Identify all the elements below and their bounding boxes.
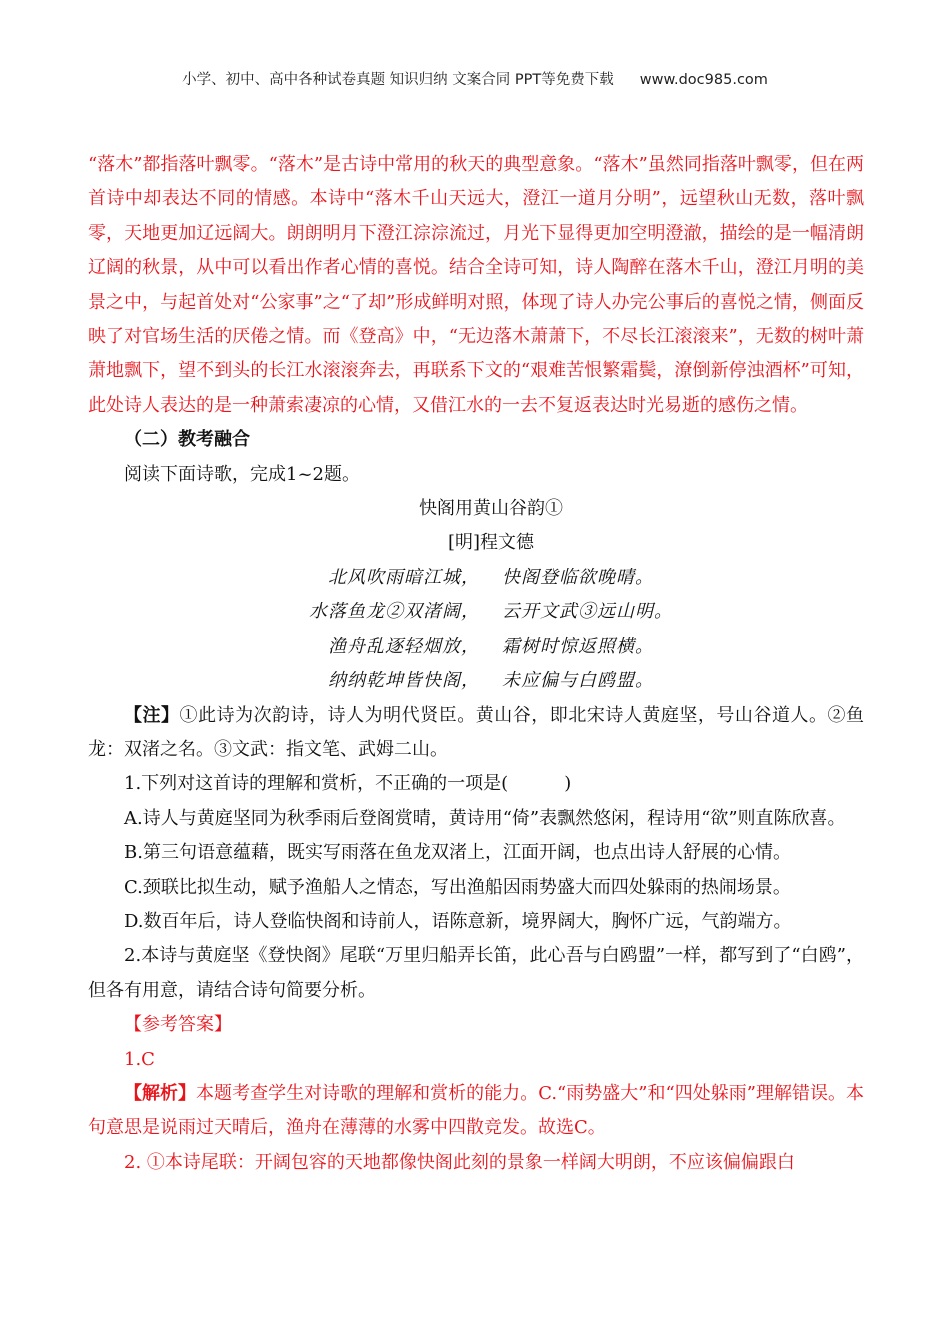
question-1-text: 1.下列对这首诗的理解和赏析，不正确的一项是(: [124, 773, 509, 795]
analysis-paragraph: “落木”都指落叶飘零。“落木”是古诗中常用的秋天的典型意象。“落木”虽然同指落叶飘零，但在两首诗中却表达不同的情感。本诗中“落木千山天远大，澄江一道月分明”，远望秋山无数，落叶飘零，天地更加辽远阔大。朗朗明月下澄江淙淙流过，月光下显得更加空明澄澈，描绘的是一幅清朗辽阔的秋景，从中可以看出作者心情的喜悦。结合全诗可知，诗人陶醉在落木千山，澄江月明的美景之中，与起首处对“公家事”之“了却”形成鲜明对照，体现了诗人办完公事后的喜悦之情，侧面反映了对官场生活的厌倦之情。而《登高》中，“无边落木萧萧下，不尽长江滚滚来”，无数的树叶萧萧地飘下，望不到头的长江水滚滚奔去，再联系下文的“艰难苦恨繁霜鬓，潦倒新停浊酒杯”可知，此处诗人表达的是一种萧索凄凉的心情，又借江水的一去不复返表达时光易逝的感伤之情。: [88, 154, 864, 416]
answer-heading: 【参考答案】: [124, 1014, 232, 1036]
poem-half-line: 霜树时惊返照横。: [502, 635, 654, 657]
poem-half-line: 水落鱼龙②双渚阔，: [309, 601, 480, 623]
answer-1: 1.C: [124, 1048, 155, 1070]
answer-2: 2. ①本诗尾联：开阔包容的天地都像快阁此刻的景象一样阔大明朗，不应该偏偏跟白: [124, 1151, 795, 1173]
document-body: [88, 148, 864, 1180]
poem-line: [88, 595, 864, 629]
explanation: [88, 1077, 864, 1146]
poem-author: [明]程文德: [447, 532, 535, 554]
poem-line: [88, 630, 864, 664]
poem-notes: [88, 699, 864, 768]
option-d: D.数百年后，诗人登临快阁和诗前人，语陈意新，境界阔大，胸怀广远，气韵端方。: [124, 910, 792, 932]
poem-half-line: 渔舟乱逐轻烟放，: [328, 635, 480, 657]
poem-half-line: 云开文武③远山明。: [502, 601, 673, 623]
poem-body: [88, 561, 864, 699]
poem-line: [88, 561, 864, 595]
poem-title: 快阁用黄山谷韵①: [419, 498, 563, 520]
explanation-text: 本题考查学生对诗歌的理解和赏析的能力。C.“雨势盛大”和“四处躲雨”理解错误。本句意思是说雨过天晴后，渔舟在薄薄的水雾中四散竞发。故选C。: [88, 1082, 865, 1139]
poem-half-line: 快阁登临欲晚晴。: [502, 566, 654, 588]
option-a: A.诗人与黄庭坚同为秋季雨后登阁赏晴，黄诗用“倚”表飘然悠闲，程诗用“欲”则直陈欣喜。: [124, 807, 846, 829]
instruction-text: 阅读下面诗歌，完成1~2题。: [124, 463, 360, 485]
question-1-close: ): [564, 773, 572, 795]
option-b: B.第三句语意蕴藉，既实写雨落在鱼龙双渚上，江面开阔，也点出诗人舒展的心情。: [124, 842, 791, 864]
question-2: 2.本诗与黄庭坚《登快阁》尾联“万里归船弄长笛，此心吾与白鸥盟”一样，都写到了“白鸥”，但各有用意，请结合诗句简要分析。: [88, 945, 864, 1001]
poem-half-line: 纳纳乾坤皆快阁，: [328, 670, 480, 692]
section-heading: （二）教考融合: [124, 429, 250, 451]
poem-half-line: 北风吹雨暗江城，: [328, 566, 480, 588]
header-url[interactable]: www.doc985.com: [639, 72, 768, 88]
header-text: 小学、初中、高中各种试卷真题 知识归纳 文案合同 PPT等免费下载: [182, 72, 614, 88]
question-1-stem: [88, 767, 864, 801]
note-label: 【注】: [124, 704, 180, 726]
poem-half-line: 未应偏与白鸥盟。: [502, 670, 654, 692]
poem-line: [88, 664, 864, 698]
note-text: ①此诗为次韵诗，诗人为明代贤臣。黄山谷，即北宋诗人黄庭坚，号山谷道人。②鱼龙：双渚之名。③文武：指文笔、武姆二山。: [88, 704, 865, 760]
page-header: [0, 68, 950, 89]
option-c: C.颈联比拟生动，赋予渔船人之情态，写出渔船因雨势盛大而四处躲雨的热闹场景。: [124, 876, 791, 898]
explanation-label: 【解析】: [124, 1082, 197, 1104]
